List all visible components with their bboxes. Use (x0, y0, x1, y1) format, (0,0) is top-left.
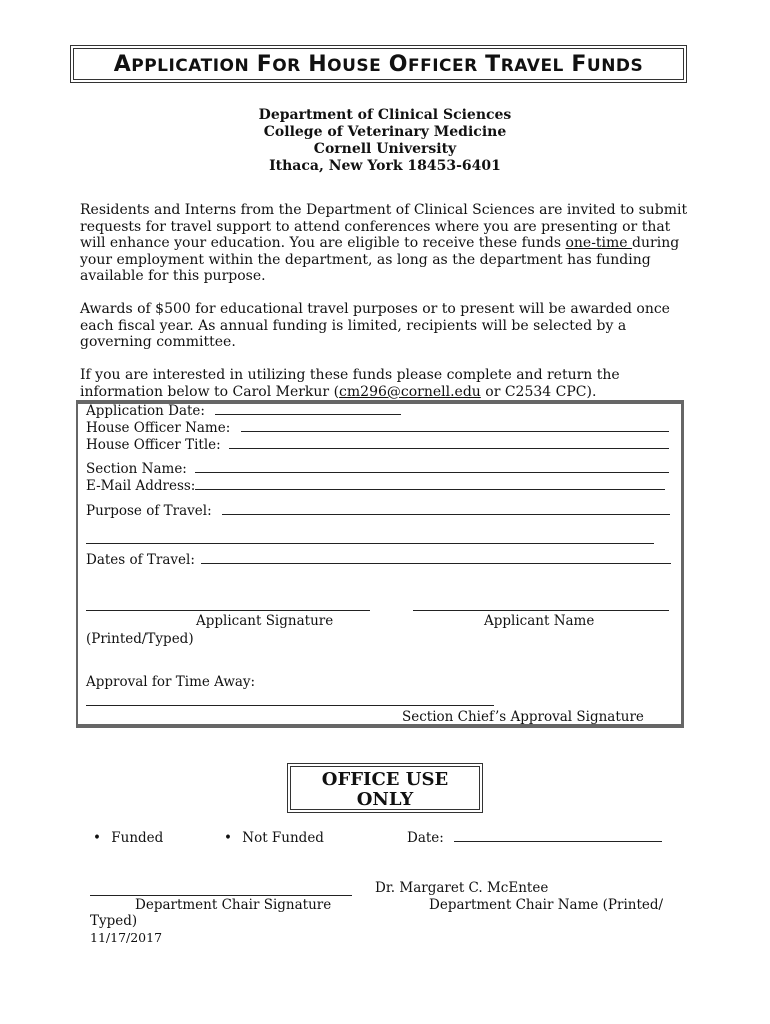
title-cap-3: H (308, 51, 328, 77)
applicant-signature-label: Applicant Signature (196, 613, 334, 629)
application-date-label: Application Date: (86, 403, 205, 419)
purpose-field[interactable] (222, 503, 670, 515)
chair-name-value: Dr. Margaret C. McEntee (375, 880, 549, 896)
department-name: Department of Clinical Sciences (258, 107, 512, 123)
applicant-name-label: Applicant Name (484, 613, 595, 629)
footer-date: 11/17/2017 (90, 930, 163, 945)
office-date-label: Date: (407, 830, 444, 846)
intro-p1-text: Residents and Interns from the Department of Clinical Sciences are invited to submit requests for travel support to attend conferences where you are presenting or that will enhance your education. You are eligible to receive these funds (80, 202, 688, 251)
not-funded-option[interactable] (224, 830, 324, 846)
title-cap-6: F (571, 51, 587, 77)
applicant-name-line[interactable] (413, 610, 669, 611)
chair-signature-label: Department Chair Signature (135, 897, 332, 913)
title-word-3: OUSE (327, 55, 382, 76)
application-date-row (86, 403, 401, 419)
title-cap-1: A (113, 51, 132, 77)
intro-paragraph-1 (80, 202, 690, 285)
one-time-underlined: one-time (565, 235, 633, 251)
form-title (114, 52, 644, 77)
city-address: Ithaca, New York 18453-6401 (269, 158, 501, 174)
title-word-2: OR (272, 55, 301, 76)
section-name-label: Section Name: (86, 461, 187, 477)
purpose-field-line-2[interactable] (86, 543, 654, 544)
office-use-box (287, 763, 483, 813)
applicant-signature-line[interactable] (86, 610, 370, 611)
officer-name-label: House Officer Name: (86, 420, 231, 436)
chief-signature-label: Section Chief’s Approval Signature (402, 709, 644, 725)
chair-signature-line[interactable] (90, 895, 352, 896)
intro-p3-text: If you are interested in utilizing these funds please complete and return the information below to Carol Merkur ( (80, 367, 620, 400)
intro-paragraph-3 (80, 367, 690, 400)
officer-name-row (86, 420, 669, 436)
office-use-line-1: OFFICE USE (321, 769, 449, 790)
email-label: E-Mail Address: (86, 478, 196, 494)
funded-option[interactable] (93, 830, 163, 846)
chair-name-label-continued: Typed) (90, 913, 138, 929)
application-date-field[interactable] (215, 403, 401, 415)
dates-label: Dates of Travel: (86, 552, 195, 568)
printed-typed-label: (Printed/Typed) (86, 631, 194, 647)
intro-paragraph-2: Awards of $500 for educational travel purposes or to present will be awarded once each fiscal year. As annual funding is limited, recipients will be selected by a governing committee. (80, 301, 670, 350)
title-cap-2: F (256, 51, 273, 77)
chair-name-label: Department Chair Name (Printed/ (429, 897, 664, 913)
purpose-row (86, 503, 670, 519)
dates-field[interactable] (201, 552, 671, 564)
approval-label: Approval for Time Away: (86, 674, 256, 690)
not-funded-label: Not Funded (242, 830, 324, 846)
title-word-6: UNDS (586, 55, 644, 76)
email-field[interactable] (195, 478, 665, 490)
funded-label: Funded (111, 830, 164, 846)
officer-title-field[interactable] (229, 437, 669, 449)
title-word-5: RAVEL (500, 55, 564, 76)
title-word-1: PPLICATION (131, 55, 250, 76)
purpose-label: Purpose of Travel: (86, 503, 212, 519)
email-link[interactable]: cm296@cornell.edu (339, 383, 481, 400)
intro-p1-text-end: during your employment within the department, as long as the department has funding available for this purpose. (80, 235, 680, 284)
title-cap-5: T (485, 51, 501, 77)
section-name-row (86, 461, 669, 477)
title-box (70, 45, 687, 83)
chief-signature-line[interactable] (86, 705, 494, 706)
university-name: Cornell University (313, 141, 457, 157)
bullet-icon: • (93, 830, 101, 846)
office-date-field[interactable] (454, 830, 662, 842)
officer-title-row (86, 437, 669, 453)
title-cap-4: O (388, 51, 408, 77)
dates-row (86, 552, 671, 568)
office-date-row (407, 830, 662, 846)
intro-p3-text-end: or C2534 CPC). (480, 383, 597, 400)
bullet-icon: • (224, 830, 232, 846)
college-name: College of Veterinary Medicine (263, 124, 507, 140)
title-word-4: FFICER (407, 55, 478, 76)
officer-title-label: House Officer Title: (86, 437, 221, 453)
section-name-field[interactable] (195, 461, 669, 473)
officer-name-field[interactable] (241, 420, 669, 432)
email-row (86, 478, 665, 494)
office-use-line-2: ONLY (356, 789, 414, 810)
